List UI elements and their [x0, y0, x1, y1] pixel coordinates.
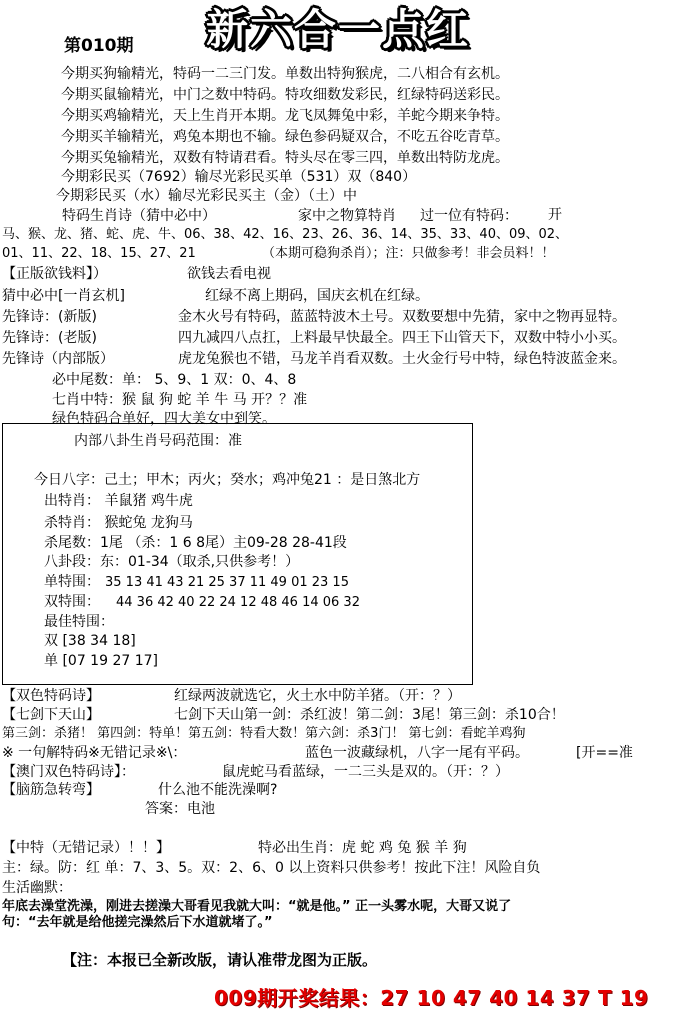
zodiac-note: （本期可稳狗杀肖）；注：只做参考！非会员料！！: [262, 246, 555, 261]
humor-line: 句：“去年就是给他搓完澡然后下水道就堵了。”: [2, 915, 273, 930]
masthead-title: 新六合一点红: [205, 5, 470, 54]
sword-line: 第三剑：杀猪！ 第四剑：特单！第五剑：特看大数！第六剑：杀3门！ 第七剑：看蛇羊鸡狗: [2, 726, 526, 741]
hint-label: 先锋诗：(新版): [2, 309, 97, 325]
hint-text: 四九减四八点扛，上料最早快最全。四王下山管天下，双数中特小小买。: [178, 330, 626, 346]
box-best-single: 单 [07 19 27 17]: [44, 653, 158, 669]
notice: 【注：本报已全新改版，请认准带龙图为正版。: [62, 951, 378, 969]
humor-line: 年底去澡堂洗澡，刚进去搓澡大哥看见我就大叫：“就是他。” 正一头雾水呢，大哥又说了: [2, 899, 512, 914]
humor-label: 生活幽默：: [2, 880, 72, 896]
hint-text: 红绿不离上期码，国庆玄机在红绿。: [205, 288, 429, 304]
riddle-text: 蓝色一波藏绿机，八字一尾有平码。: [305, 745, 529, 761]
hint-text: 虎龙兔猴也不错，马龙羊肖看双数。土火金行号中特，绿色特波蓝金来。: [178, 351, 626, 367]
draw-result: 009期开奖结果：27 10 47 40 14 37 T 19: [214, 986, 649, 1010]
box-bazi: 今日八字：己土；甲木；丙火；癸水；鸡冲兔21 ：是日煞北方: [34, 472, 421, 488]
poem-line: 今期买兔输精光，双数有特请君看。特头尽在零三四，单数出特防龙虎。: [61, 150, 509, 166]
box-title: 内部八卦生肖号码范围：准: [74, 433, 242, 449]
special-zodiac: 特必出生肖：虎 蛇 鸡 兔 猴 羊 狗: [258, 840, 467, 856]
box-double-label: 双特围：: [44, 594, 100, 610]
poem-line: 今期买鼠输精光，中门之数中特码。特攻细数发彩民，红绿特码送彩民。: [61, 87, 509, 103]
poem-line: 今期买羊输精光，鸡兔本期也不输。绿色参码疑双合，不吃五谷吃青草。: [61, 129, 509, 145]
tail-numbers: 必中尾数：单： 5、9、1 双：0、4、8: [52, 372, 297, 388]
color-poem-label: 【双色特码诗】: [2, 688, 100, 704]
zodiac-numbers: 01、11、22、18、15、27、21: [2, 246, 196, 261]
special-label: 【中特（无错记录）！！】: [2, 840, 170, 856]
box-single: 35 13 41 43 21 25 37 11 49 01 23 15: [105, 575, 349, 590]
box-best-double: 双 [38 34 18]: [44, 633, 136, 649]
zodiac-right: 过一位有特码：: [420, 208, 518, 224]
riddle-label: ※ 一句解特码※无错记录※\：: [2, 745, 187, 761]
box-kill-tail: 杀尾数：1尾 （杀：1 6 8尾）主09-28 28-41段: [44, 535, 347, 551]
zodiac-numbers: 马、猴、龙、猪、蛇、虎、牛、06、38、42、16、23、26、36、14、35、33、40、09、02、: [2, 227, 569, 242]
box-best: 最佳特围：: [44, 614, 114, 630]
poem-line: 今期买狗输精光，特码一二三门发。单数出特狗猴虎，二八相合有玄机。: [61, 66, 509, 82]
sword-label: 【七剑下天山】: [2, 707, 100, 723]
riddle-result: [开==准: [576, 745, 633, 761]
box-single-label: 单特围：: [44, 574, 100, 590]
hint-text: 欲钱去看电视: [187, 266, 271, 282]
hint-label: 先锋诗：(老版): [2, 330, 97, 346]
zodiac-label: 特码生肖诗（猜中必中）: [62, 208, 216, 224]
sword-line: 七剑下天山第一剑：杀红波！第二剑：3尾！第三剑：杀10合！: [174, 707, 565, 723]
brain-question: 什么池不能洗澡啊?: [158, 782, 278, 798]
hint-label: 猜中必中[一肖玄机]: [2, 288, 125, 304]
box-double: 44 36 42 40 22 24 12 48 46 14 06 32: [116, 595, 360, 610]
lose-line: 今期彩民买（水）输尽光彩民买主（金）（土）中: [56, 188, 357, 204]
hint-label: 先锋诗（内部版）: [2, 351, 114, 367]
macau-label: 【澳门双色特码诗】：: [2, 764, 135, 780]
poem-line: 今期买鸡输精光，天上生肖开本期。龙飞凤舞兔中彩，羊蛇今期来争特。: [61, 108, 509, 124]
hint-label: 【正版欲钱料】）: [2, 266, 107, 282]
color-poem: 红绿两波就选它，火土水中防羊猪。（开：？）: [174, 688, 461, 704]
issue-number: 第010期: [64, 36, 134, 56]
zodiac-right-value: 开: [548, 207, 562, 223]
hint-text: 金木火号有特码，蓝蓝特波木土号。双数要想中先猜，家中之物再显特。: [178, 309, 626, 325]
brain-answer: 答案：电池: [145, 801, 215, 817]
lose-line: 今期彩民买（7692）输尽光彩民买单（531）双（840）: [61, 169, 417, 185]
box-kill-zodiac: 杀特肖： 猴蛇兔 龙狗马: [44, 515, 193, 531]
box-bagua: 八卦段：东：01-34（取杀,只供参考！）: [44, 554, 300, 570]
brain-label: 【脑筋急转弯】: [2, 782, 100, 798]
zodiac-mid: 家中之物算特肖: [298, 208, 396, 224]
macau-poem: 鼠虎蛇马看蓝绿，一二三头是双的。（开：？）: [222, 764, 509, 780]
main-line: 主：绿。防：红 单：7、3、5。双：2、6、0 以上资料只供参考！按此下注！风险自负: [2, 860, 541, 876]
box-out-zodiac: 出特肖： 羊鼠猪 鸡牛虎: [44, 493, 193, 509]
green-line: 绿色特码合单好，四大美女中到笑。: [52, 411, 276, 427]
seven-zodiac: 七肖中特：猴 鼠 狗 蛇 羊 牛 马 开？？准: [52, 392, 308, 408]
